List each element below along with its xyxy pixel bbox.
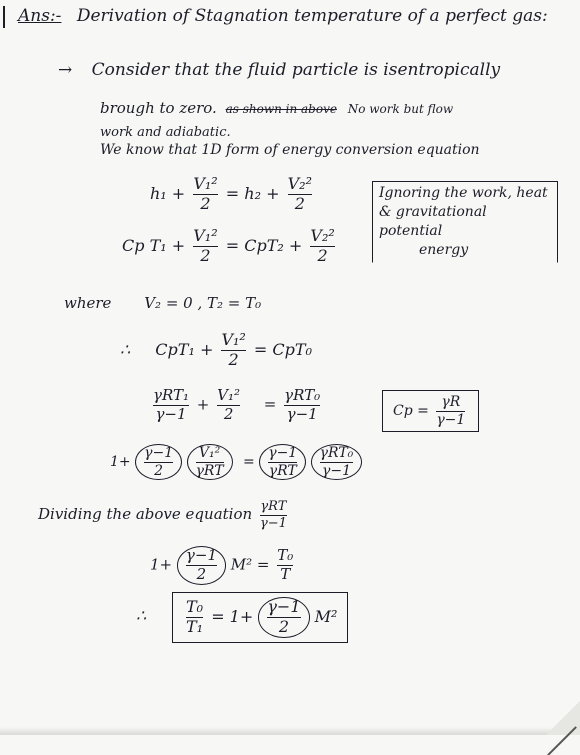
eq6-frac-2 bbox=[277, 548, 293, 583]
eq4-num-1: γRT₁ bbox=[153, 386, 190, 404]
eq3-rhs: = CpT₀ bbox=[253, 339, 312, 359]
eq4-equals: = bbox=[263, 395, 277, 414]
ans-label: Ans:- bbox=[18, 6, 62, 26]
final-result-box bbox=[172, 592, 348, 643]
dividing-text: Dividing the above equation bbox=[38, 505, 253, 524]
eq1-lhs: h₁ + bbox=[150, 183, 186, 203]
cp-identity-box bbox=[382, 390, 479, 432]
eq6-r-den: T bbox=[280, 564, 291, 583]
eq5-p4-den: γ−1 bbox=[321, 462, 351, 479]
eq4-plus: + bbox=[196, 395, 210, 414]
struck-text: as shown in above bbox=[225, 102, 337, 116]
where-line bbox=[64, 294, 261, 312]
eq5-p2-den: γRT bbox=[195, 462, 224, 479]
page-corner-fold bbox=[546, 701, 580, 735]
final-equals: = 1+ bbox=[211, 606, 254, 626]
equation-2 bbox=[122, 228, 338, 265]
eq2-lhs: Cp T₁ + bbox=[122, 235, 186, 255]
eq4-frac-2 bbox=[217, 388, 240, 423]
note-line-2: & gravitational potential bbox=[379, 203, 487, 239]
therefore-symbol: ∴ bbox=[120, 339, 131, 359]
eq2-frac-right bbox=[310, 228, 334, 265]
eq3-den: 2 bbox=[228, 349, 239, 369]
eq5-one: 1+ bbox=[110, 454, 131, 471]
eq5-p1-den: 2 bbox=[154, 462, 164, 479]
equation-6 bbox=[150, 546, 296, 585]
eq2-rhs-den: 2 bbox=[317, 245, 328, 265]
where-condition: V₂ = 0 , T₂ = T₀ bbox=[144, 294, 262, 312]
eq2-rhs: = CpT₂ + bbox=[225, 235, 303, 255]
eq4-frac-3 bbox=[284, 388, 320, 423]
note-line-1: Ignoring the work, heat bbox=[379, 185, 548, 201]
eq1-rhs: = h₂ + bbox=[225, 183, 280, 203]
eq6-mach: M² = bbox=[230, 555, 270, 574]
intro-text-2b: No work but flow bbox=[347, 102, 454, 116]
eq2-frac-left bbox=[193, 228, 217, 265]
eq3-lhs: CpT₁ + bbox=[155, 339, 214, 359]
dividing-frac bbox=[260, 500, 287, 530]
eq5-p3-den: γRT bbox=[268, 462, 297, 479]
eq6-one: 1+ bbox=[150, 555, 173, 574]
margin-mark bbox=[3, 6, 5, 28]
cp-den: γ−1 bbox=[436, 411, 466, 428]
page-title: Derivation of Stagnation temperature of a perfect gas: bbox=[76, 6, 548, 26]
eq3-num: V₁² bbox=[221, 330, 246, 349]
note-line-3: energy bbox=[419, 241, 469, 258]
eq5-frac-4 bbox=[320, 446, 354, 478]
eq6-p-num: γ−1 bbox=[185, 546, 217, 564]
eq1-frac-right bbox=[288, 176, 312, 213]
arrow-icon: → bbox=[58, 60, 73, 80]
final-p-den: 2 bbox=[278, 616, 290, 636]
equation-3 bbox=[120, 332, 312, 369]
eq4-frac-1 bbox=[153, 388, 189, 423]
cp-frac bbox=[436, 395, 465, 427]
eq5-p3-num: γ−1 bbox=[268, 445, 298, 461]
eq1-rhs-den: 2 bbox=[294, 193, 305, 213]
eq1-frac-left bbox=[193, 176, 217, 213]
eq4-den-1: γ−1 bbox=[155, 404, 187, 423]
eq5-p2-num: V₁² bbox=[198, 445, 221, 461]
eq2-den: 2 bbox=[200, 245, 211, 265]
equation-1 bbox=[150, 176, 315, 213]
cp-lhs: Cp = bbox=[393, 403, 429, 420]
equation-5 bbox=[110, 444, 362, 480]
final-num: T₀ bbox=[186, 597, 204, 616]
intro-text-2a: brough to zero. bbox=[100, 99, 217, 117]
dividing-line bbox=[38, 500, 290, 530]
final-p-num: γ−1 bbox=[267, 597, 301, 616]
eq2-num: V₁² bbox=[193, 226, 218, 245]
eq2-rhs-num: V₂² bbox=[310, 226, 335, 245]
final-frac-left bbox=[186, 599, 203, 636]
eq6-p-den: 2 bbox=[196, 564, 207, 583]
final-therefore: ∴ bbox=[136, 606, 147, 625]
equation-4 bbox=[150, 388, 323, 423]
cp-num: γR bbox=[441, 394, 461, 410]
heading bbox=[18, 6, 548, 26]
eq5-frac-1 bbox=[144, 446, 173, 478]
where-label: where bbox=[64, 294, 112, 312]
eq3-frac bbox=[221, 332, 245, 369]
intro-text-1: Consider that the fluid particle is isentropically bbox=[91, 60, 501, 80]
eq4-den-2: 2 bbox=[223, 404, 234, 423]
eq1-den: 2 bbox=[200, 193, 211, 213]
page-bottom-edge bbox=[0, 727, 580, 735]
intro-line-1 bbox=[58, 60, 500, 80]
final-den: T₁ bbox=[186, 616, 204, 636]
eq5-p1-num: γ−1 bbox=[144, 445, 174, 461]
final-frac-paren bbox=[267, 599, 300, 636]
eq5-frac-2 bbox=[196, 446, 224, 478]
eq6-frac-1 bbox=[186, 548, 217, 583]
eq5-frac-3 bbox=[268, 446, 297, 478]
intro-line-4: We know that 1D form of energy conversion equation bbox=[100, 142, 480, 158]
assumption-note bbox=[372, 181, 558, 263]
intro-line-3: work and adiabatic. bbox=[100, 125, 231, 140]
dividing-num: γRT bbox=[260, 499, 287, 514]
intro-line-2 bbox=[100, 99, 453, 117]
eq4-num-3: γRT₀ bbox=[284, 386, 321, 404]
eq1-rhs-num: V₂² bbox=[287, 174, 312, 193]
eq6-r-num: T₀ bbox=[277, 546, 294, 564]
eq4-den-3: γ−1 bbox=[286, 404, 318, 423]
eq5-equals: = bbox=[243, 454, 255, 471]
final-mach: M² bbox=[314, 606, 338, 626]
eq1-num: V₁² bbox=[193, 174, 218, 193]
eq4-num-2: V₁² bbox=[217, 386, 241, 404]
eq5-p4-num: γRT₀ bbox=[319, 445, 354, 461]
dividing-den: γ−1 bbox=[259, 515, 287, 531]
